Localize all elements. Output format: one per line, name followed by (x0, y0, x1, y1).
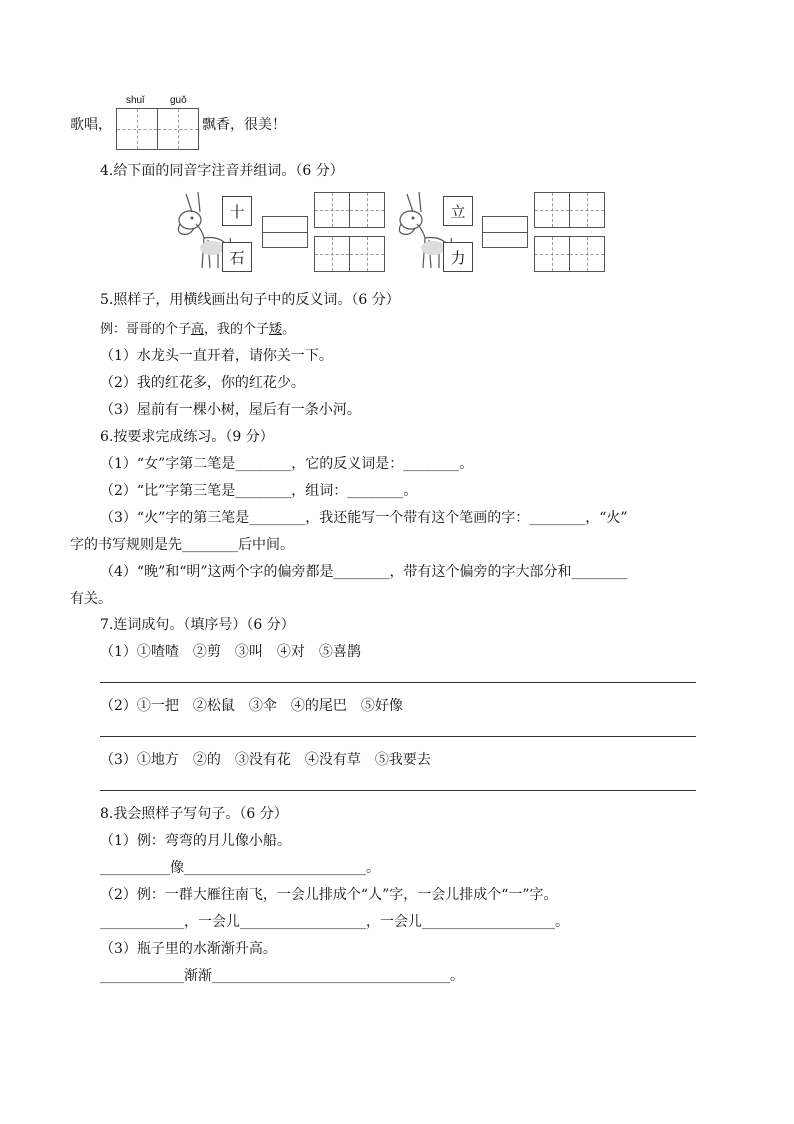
writing-grid-box[interactable] (157, 108, 199, 150)
q5-item: （1）水龙头一直开着，请你关一下。 (100, 348, 333, 364)
q5-item: （3）屋前有一棵小树，屋后有一条小河。 (100, 402, 361, 418)
writing-grid-box[interactable] (534, 236, 570, 272)
char-box-bottom: 石 (222, 242, 252, 272)
example-underlined-word: 高 (191, 322, 205, 337)
writing-grid-box[interactable] (116, 108, 158, 150)
q8-example: （1）例：弯弯的月儿像小船。 (100, 833, 291, 849)
q7-title: 7.连词成句。（填序号）（6 分） (100, 617, 295, 633)
q3-prefix: 歌唱， (70, 117, 112, 133)
answer-line[interactable] (100, 682, 696, 683)
q4-title: 4.给下面的同音字注音并组词。（6 分） (100, 163, 344, 179)
q6-line: （4）“晚”和“明”这两个字的偏旁都是________，带有这个偏旁的字大部分和________ (100, 564, 628, 580)
q8-title: 8.我会照样子写句子。（6 分） (100, 806, 288, 822)
q8-example: （2）例：一群大雁往南飞，一会儿排成个“人”字，一会儿排成个“一”字。 (100, 887, 558, 903)
q5-title: 5.照样子，用横线画出句子中的反义词。（6 分） (100, 292, 400, 308)
q8-fill[interactable]: __________像__________________________。 (100, 860, 380, 876)
q6-line: （3）“火”字的第三笔是________，我还能写一个带有这个笔画的字：________，“火” (100, 510, 628, 526)
q8-example: （3）瓶子里的水渐渐升高。 (100, 941, 277, 957)
q6-line: 字的书写规则是先________后中间。 (70, 537, 294, 553)
pinyin-2: guǒ (170, 95, 187, 106)
q7-item: （2）①一把 ②松鼠 ③伞 ④的尾巴 ⑤好像 (100, 698, 403, 714)
writing-grid-box[interactable] (569, 236, 605, 272)
q5-item: （2）我的红花多，你的红花少。 (100, 375, 305, 391)
writing-grid-box[interactable] (569, 192, 605, 228)
answer-line[interactable] (100, 790, 696, 791)
writing-grid-box[interactable] (349, 236, 385, 272)
q6-line: （1）“女”字第二笔是________，它的反义词是：________。 (100, 456, 474, 472)
q8-fill[interactable]: ____________渐渐__________________________________。 (100, 968, 464, 984)
example-underlined-word: 矮 (269, 322, 283, 337)
char-box-top: 立 (443, 196, 473, 226)
char-box-top: 十 (222, 196, 252, 226)
q6-line: （2）“比”字第三笔是________，组词：________。 (100, 483, 418, 499)
pinyin-1: shuǐ (126, 95, 145, 106)
char-box-bottom: 力 (443, 242, 473, 272)
q6-title: 6.按要求完成练习。（9 分） (100, 429, 274, 445)
q7-item: （1）①喳喳 ②剪 ③叫 ④对 ⑤喜鹊 (100, 644, 361, 660)
q5-example (100, 318, 295, 337)
writing-grid-box[interactable] (314, 192, 350, 228)
q3-suffix: 飘香，很美！ (202, 117, 286, 133)
example-text: 例：哥哥的个子 (100, 322, 192, 337)
example-text: 。 (282, 322, 296, 337)
example-text: ，我的个子 (204, 322, 270, 337)
writing-grid-box[interactable] (349, 192, 385, 228)
answer-line[interactable] (100, 736, 696, 737)
writing-grid-box[interactable] (534, 192, 570, 228)
writing-grid-box[interactable] (314, 236, 350, 272)
pinyin-lines[interactable] (482, 216, 528, 248)
pinyin-lines[interactable] (262, 216, 308, 248)
q6-line: 有关。 (70, 591, 112, 607)
q7-item: （3）①地方 ②的 ③没有花 ④没有草 ⑤我要去 (100, 752, 431, 768)
q8-fill[interactable]: ____________，一会儿__________________，一会儿___________________。 (100, 914, 569, 930)
